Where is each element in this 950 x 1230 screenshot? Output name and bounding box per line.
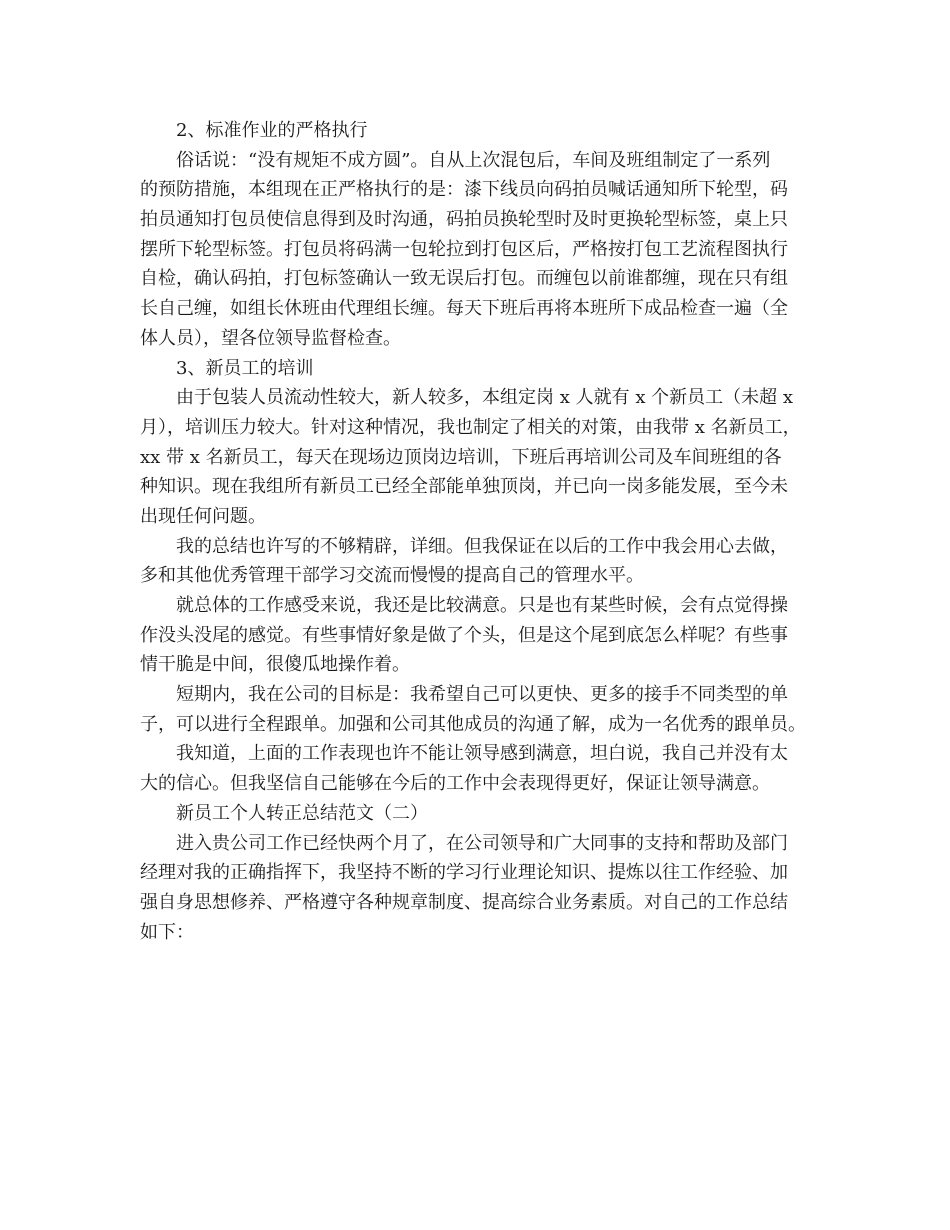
text-line: 种知识。现在我组所有新员工已经全部能单独顶岗，并已向一岗多能发展，至今未 — [140, 476, 788, 498]
text-line: 2、标准作业的严格执行 — [176, 120, 368, 141]
text-line: 就总体的工作感受来说，我还是比较满意。只是也有某些时候，会有点觉得操 — [176, 595, 788, 616]
text-line: 出现任何问题。 — [140, 505, 266, 527]
text-line: 经理对我的正确指挥下，我坚持不断的学习行业理论知识、提炼以往工作经验、加 — [140, 862, 788, 884]
text-line: 体人员），望各位领导监督检查。 — [140, 327, 401, 349]
text-line: 新员工个人转正总结范文（二） — [176, 802, 428, 824]
text-line: 子，可以进行全程跟单。加强和公司其他成员的沟通了解，成为一名优秀的跟单员。 — [140, 713, 806, 735]
text-line: 短期内，我在公司的目标是：我希望自己可以更快、更多的接手不同类型的单 — [176, 684, 788, 706]
text-line: xx 带 x 名新员工，每天在现场边顶岗边培训，下班后再培训公司及车间班组的各 — [140, 446, 782, 468]
text-line: 强自身思想修养、严格遵守各种规章制度、提高综合业务素质。对自己的工作总结 — [140, 891, 788, 913]
text-line: 由于包装人员流动性较大，新人较多，本组定岗 x 人就有 x 个新员工（未超 x — [176, 387, 794, 409]
text-line: 自检，确认码拍，打包标签确认一致无误后打包。而缠包以前谁都缠，现在只有组 — [140, 268, 788, 290]
text-line: 长自己缠，如组长休班由代理组长缠。每天下班后再将本班所下成品检查一遍（全 — [140, 298, 788, 320]
text-line: 摆所下轮型标签。打包员将码满一包轮拉到打包区后，严格按打包工艺流程图执行 — [140, 238, 788, 260]
text-line: 情干脆是中间，很傻瓜地操作着。 — [140, 654, 410, 676]
document-body — [140, 116, 820, 947]
text-line: 拍员通知打包员使信息得到及时沟通，码拍员换轮型时及时更换轮型标签，桌上只 — [140, 209, 788, 231]
text-line: 大的信心。但我坚信自己能够在今后的工作中会表现得更好，保证让领导满意。 — [140, 773, 770, 795]
text-line: 月），培训压力较大。针对这种情况，我也制定了相关的对策，由我带 x 名新员工， — [140, 416, 801, 438]
text-line: 如下： — [140, 921, 194, 943]
text-line: 多和其他优秀管理干部学习交流而慢慢的提高自己的管理水平。 — [140, 565, 644, 587]
text-line: 俗话说：“没有规矩不成方圆”。自从上次混包后，车间及班组制定了一系列 — [176, 149, 771, 171]
text-line: 作没头没尾的感觉。有些事情好象是做了个头，但是这个尾到底怎么样呢？有些事 — [140, 624, 788, 646]
text-line: 我知道，上面的工作表现也许不能让领导感到满意，坦白说，我自己并没有太 — [176, 743, 788, 765]
text-line: 我的总结也许写的不够精辟，详细。但我保证在以后的工作中我会用心去做， — [176, 535, 788, 557]
text-line: 进入贵公司工作已经快两个月了，在公司领导和广大同事的支持和帮助及部门 — [176, 832, 788, 854]
text-line: 3、新员工的培训 — [176, 357, 314, 379]
text-line: 的预防措施，本组现在正严格执行的是：漆下线员向码拍员喊话通知所下轮型，码 — [140, 179, 788, 201]
